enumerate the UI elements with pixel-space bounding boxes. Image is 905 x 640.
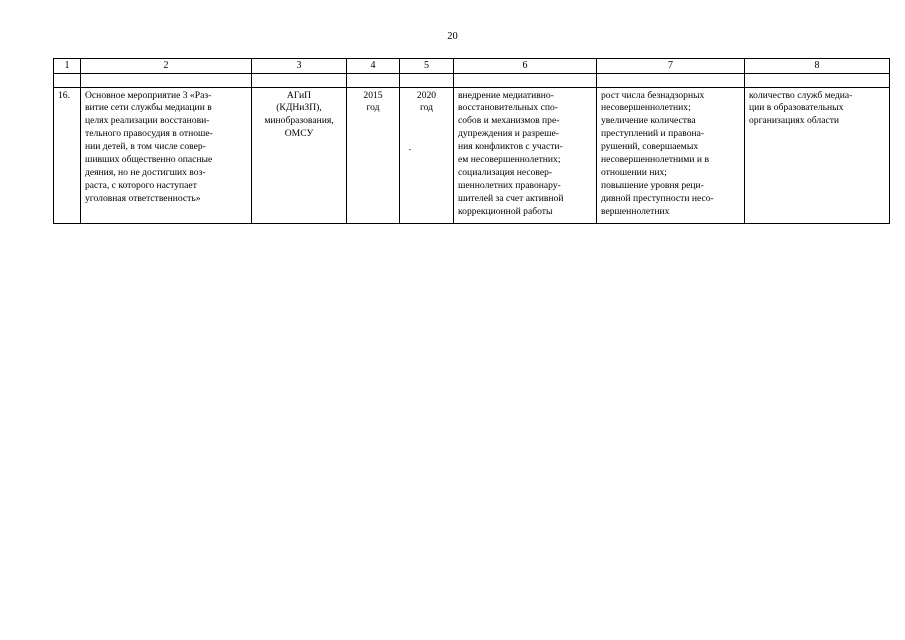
empty-cell (454, 73, 597, 87)
header-row (54, 59, 890, 74)
table-row (54, 87, 890, 223)
header-cell-1: 1 (54, 59, 81, 74)
result-cell: рост числа безнадзорных несовершеннолетних; увеличение количества преступлений и правона- рушений, совершаемых несовершеннолетними и в отношении них; повышение уровня реци- дивной преступности несо- вершеннолетних (597, 87, 745, 223)
event-name-cell: Основное мероприятие 3 «Раз- витие сети службы медиации в целях реализации восстанови- тельного правосудия в отноше- нии детей, в том числе совер- шивших общественно опасные деяния, но не достигших воз- раста, с которого наступает уголовная ответственность» (81, 87, 252, 223)
scan-speck (409, 149, 411, 150)
header-cell-3: 3 (252, 59, 347, 74)
empty-cell (597, 73, 745, 87)
header-cell-5: 5 (400, 59, 454, 74)
row-number: 16. (54, 87, 81, 223)
page-number: 20 (447, 31, 458, 42)
start-year-cell: 2015 год (347, 87, 400, 223)
end-year-cell: 2020 год (400, 87, 454, 223)
header-cell-6: 6 (454, 59, 597, 74)
empty-cell (745, 73, 890, 87)
indicator-cell: количество служб медиа- ции в образовательных организациях области (745, 87, 890, 223)
empty-cell (400, 73, 454, 87)
content-cell: внедрение медиативно- восстановительных спо- собов и механизмов пре- дупреждения и разреше- ния конфликтов с участи- ем несовершеннолетних; социализация несовер- шеннолетних правонару- шителей за счет активной коррекционной работы (454, 87, 597, 223)
header-cell-2: 2 (81, 59, 252, 74)
header-cell-7: 7 (597, 59, 745, 74)
empty-cell (54, 73, 81, 87)
empty-row (54, 73, 890, 87)
header-cell-8: 8 (745, 59, 890, 74)
header-cell-4: 4 (347, 59, 400, 74)
executor-cell: АГиП (КДНиЗП), минобразования, ОМСУ (252, 87, 347, 223)
empty-cell (252, 73, 347, 87)
program-table (53, 58, 890, 224)
empty-cell (81, 73, 252, 87)
empty-cell (347, 73, 400, 87)
